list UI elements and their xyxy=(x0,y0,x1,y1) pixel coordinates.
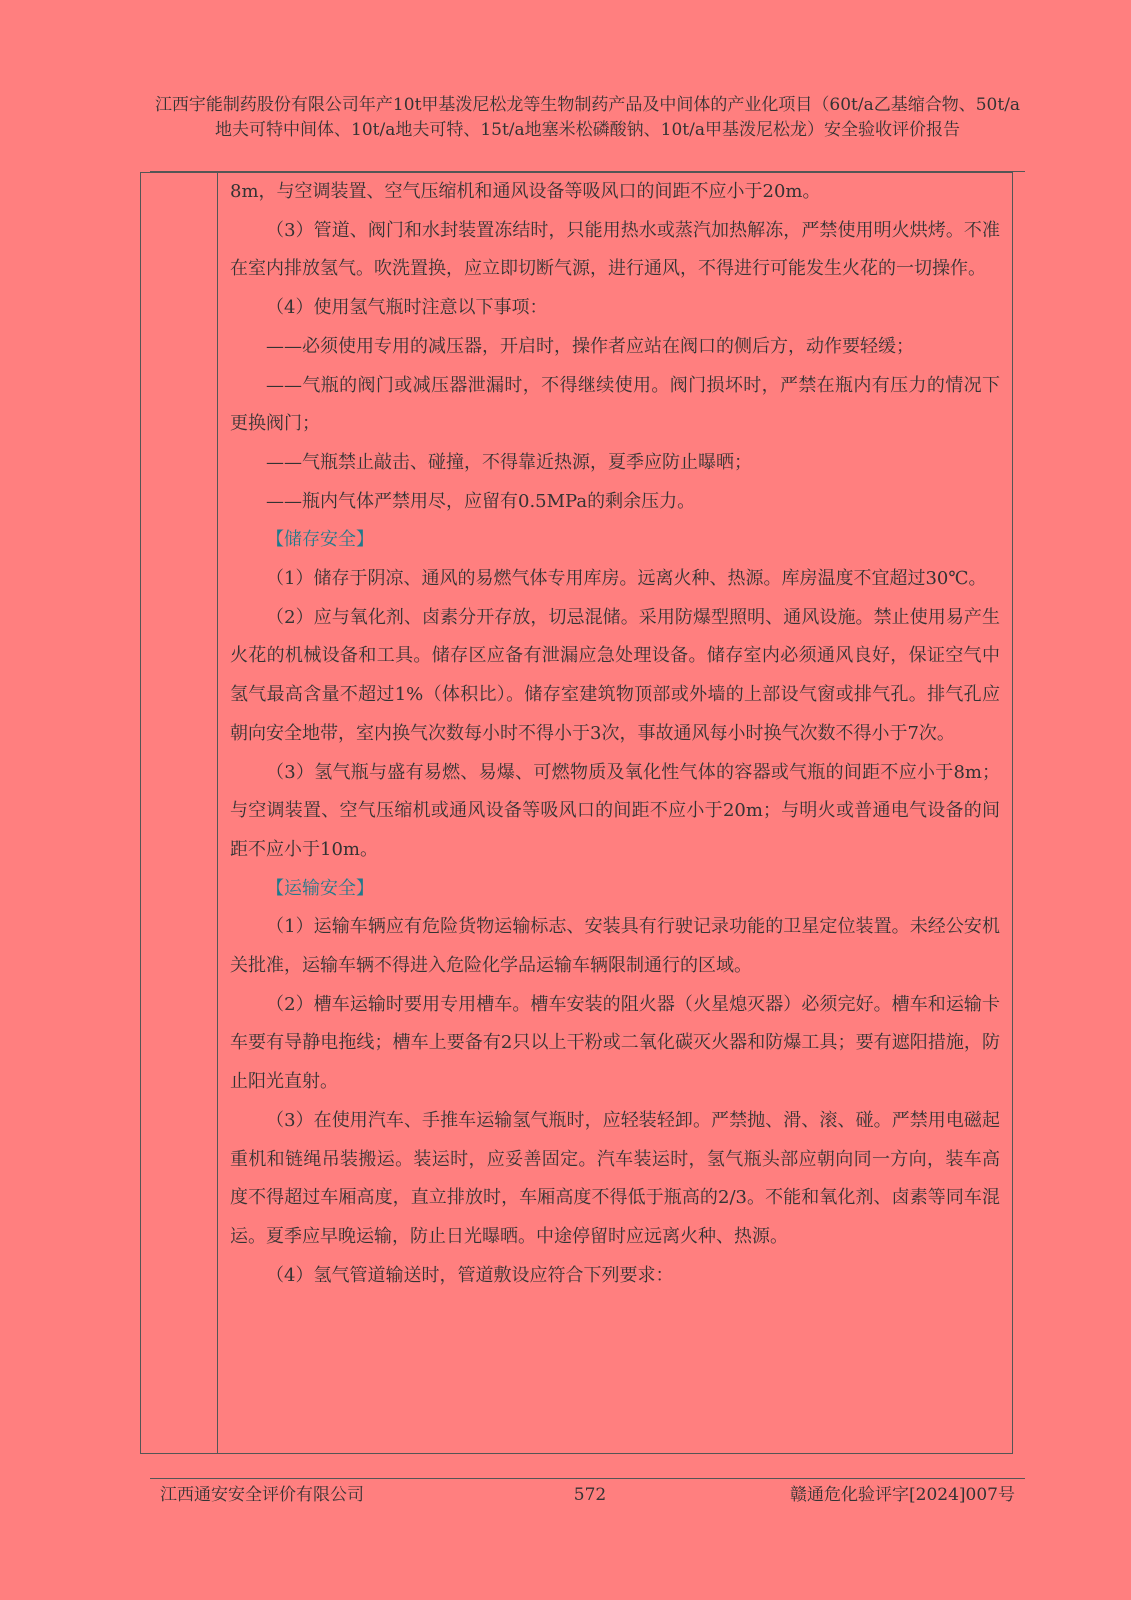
page-number: 572 xyxy=(573,1485,607,1505)
footer-company: 江西通安安全评价有限公司 xyxy=(160,1485,364,1505)
document-number: 赣通危化验评字[2024]007号 xyxy=(790,1485,1015,1505)
paragraph: ——气瓶的阀门或减压器泄漏时，不得继续使用。阀门损坏时，严禁在瓶内有压力的情况下更换阀门； xyxy=(230,374,1000,435)
content-table xyxy=(140,172,1013,1454)
paragraph: （3）氢气瓶与盛有易燃、易爆、可燃物质及氧化性气体的容器或气瓶的间距不应小于8m；与空调装置、空气压缩机或通风设备等吸风口的间距不应小于20m；与明火或普通电气设备的间距不应小于10m。 xyxy=(230,761,1000,860)
report-header-title: 江西宇能制药股份有限公司年产10t甲基泼尼松龙等生物制药产品及中间体的产业化项目（60t/a乙基缩合物、50t/a地夫可特中间体、10t/a地夫可特、15t/a地塞米松磷酸钠、10t/a甲基泼尼松龙）安全验收评价报告 xyxy=(154,95,1021,140)
paragraph: （4）使用氢气瓶时注意以下事项： xyxy=(266,297,548,319)
paragraph: （4）氢气管道输送时，管道敷设应符合下列要求： xyxy=(266,1264,674,1286)
paragraph: （3）管道、阀门和水封装置冻结时，只能用热水或蒸汽加热解冻，严禁使用明火烘烤。不准在室内排放氢气。吹洗置换，应立即切断气源，进行通风，不得进行可能发生火花的一切操作。 xyxy=(230,219,1000,280)
section-heading-transport: 【运输安全】 xyxy=(266,877,374,899)
section-heading-storage: 【储存安全】 xyxy=(266,529,374,551)
table-content-cell xyxy=(230,173,1000,1295)
paragraph: （1）储存于阴凉、通风的易燃气体专用库房。远离火种、热源。库房温度不宜超过30℃。 xyxy=(266,568,987,590)
paragraph: ——气瓶禁止敲击、碰撞，不得靠近热源，夏季应防止曝晒； xyxy=(266,451,752,473)
footer-rule xyxy=(150,1478,1025,1479)
table-left-column xyxy=(141,173,218,1453)
paragraph: （2）应与氧化剂、卤素分开存放，切忌混储。采用防爆型照明、通风设施。禁止使用易产生火花的机械设备和工具。储存区应备有泄漏应急处理设备。储存室内必须通风良好，保证空气中氢气最高含量不超过1%（体积比）。储存室建筑物顶部或外墙的上部设气窗或排气孔。排气孔应朝向安全地带，室内换气次数每小时不得小于3次，事故通风每小时换气次数不得小于7次。 xyxy=(230,606,1000,744)
paragraph: 8m，与空调装置、空气压缩机和通风设备等吸风口的间距不应小于20m。 xyxy=(230,181,821,202)
paragraph: ——必须使用专用的减压器，开启时，操作者应站在阀口的侧后方，动作要轻缓； xyxy=(266,335,914,357)
paragraph: ——瓶内气体严禁用尽，应留有0.5MPa的剩余压力。 xyxy=(266,490,696,512)
paragraph: （2）槽车运输时要用专用槽车。槽车安装的阻火器（火星熄灭器）必须完好。槽车和运输卡车要有导静电拖线；槽车上要备有2只以上干粉或二氧化碳灭火器和防爆工具；要有遮阳措施，防止阳光直射。 xyxy=(230,993,1000,1093)
paragraph: （3）在使用汽车、手推车运输氢气瓶时，应轻装轻卸。严禁抛、滑、滚、碰。严禁用电磁起重机和链绳吊装搬运。装运时，应妥善固定。汽车装运时，氢气瓶头部应朝向同一方向，装车高度不得超过车厢高度，直立排放时，车厢高度不得低于瓶高的2/3。不能和氧化剂、卤素等同车混运。夏季应早晚运输，防止日光曝晒。中途停留时应远离火种、热源。 xyxy=(230,1109,1000,1247)
paragraph: （1）运输车辆应有危险货物运输标志、安装具有行驶记录功能的卫星定位装置。未经公安机关批准，运输车辆不得进入危险化学品运输车辆限制通行的区域。 xyxy=(230,916,1000,977)
